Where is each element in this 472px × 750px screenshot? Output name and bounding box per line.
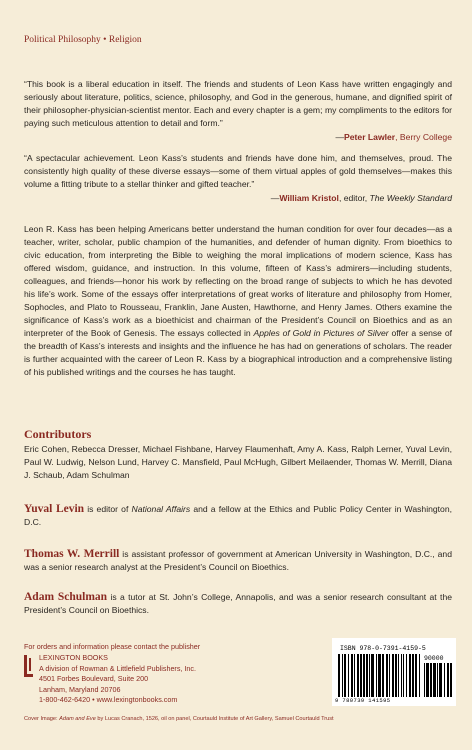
barcode-bar <box>376 654 377 697</box>
barcode-bar <box>398 654 399 697</box>
barcode-bar <box>433 663 436 697</box>
barcode-bar <box>386 654 388 697</box>
barcode-bar <box>357 654 359 697</box>
contributors-list: Eric Cohen, Rebecca Dresser, Michael Fishbane, Harvey Flaumenhaft, Amy A. Kass, Ralph Lerner, Yuval Levin, Paul W. Ludwig, Nelson Lund, Harvey C. Mansfield, Paul McHugh, Gilbert Meilaender, Thomas W. Merrill, Diana J. Schaub, Adam Schulman <box>24 444 452 480</box>
barcode-bar <box>412 654 414 697</box>
book-description <box>24 223 452 379</box>
barcode-bar <box>338 654 340 697</box>
barcode-bar <box>395 654 397 697</box>
attribution-dash: — <box>270 193 280 203</box>
book-title: Apples of Gold in Pictures of Silver <box>253 328 389 338</box>
description-text: offer a sense of the breadth of Kass’s interests and insights and the influence he has had on generations of scholars. The reader is further acquainted with the career of Leon R. Kass by a biographical introduction and a comprehensive listing of his published writings and the courses he has taught. <box>24 328 452 377</box>
publisher-name: LEXINGTON BOOKS <box>39 653 108 662</box>
quote-attribution <box>24 131 452 144</box>
bio-text: and a fellow at the Ethics and Public Policy Center in Washington, D.C. <box>24 504 452 527</box>
barcode-bar <box>426 663 429 697</box>
editor-bio <box>24 591 452 617</box>
barcode-bar <box>447 663 449 697</box>
bio-text: is assistant professor of government at American University in Washington, D.C., and was a senior research analyst at the President’s Council on Bioethics. <box>24 549 452 572</box>
endorsement-quote <box>24 78 452 144</box>
barcode-bar <box>360 654 362 697</box>
barcode-bar <box>392 654 394 697</box>
barcode-bar <box>430 663 432 697</box>
barcode-bar <box>437 663 438 697</box>
barcode-bar <box>419 654 420 697</box>
attribution-dash: — <box>335 132 345 142</box>
cover-image-credit <box>24 716 334 722</box>
barcode-bar <box>403 654 404 697</box>
barcode-bar <box>354 654 355 697</box>
barcode-bar <box>450 663 452 697</box>
publisher-logo-icon <box>24 655 33 677</box>
publisher-website: www.lexingtonbooks.com <box>96 695 178 704</box>
contact-separator: • <box>90 695 97 704</box>
barcode-bar <box>378 654 381 697</box>
barcode-bar <box>348 654 349 697</box>
artwork-title: Adam and Eve <box>59 716 96 722</box>
publisher-info <box>39 653 196 706</box>
barcode-bar <box>439 663 442 697</box>
endorsement-quote <box>24 152 452 205</box>
isbn-number: ISBN 978-0-7391-4159-5 <box>340 645 426 652</box>
barcode-bar <box>369 654 370 697</box>
contributors-heading: Contributors <box>24 427 92 441</box>
endorser-name: Peter Lawler <box>344 132 396 142</box>
price-code: 90000 <box>424 655 444 662</box>
quote-attribution <box>24 192 452 205</box>
barcode-bar <box>344 654 346 697</box>
editor-name: Thomas W. Merrill <box>24 548 120 560</box>
orders-note: For orders and information please contact the publisher <box>24 642 201 651</box>
endorser-publication: The Weekly Standard <box>369 193 452 203</box>
barcode-bar <box>366 654 368 697</box>
barcode-bar <box>444 663 445 697</box>
barcode-bar <box>409 654 411 697</box>
credit-text: by Lucas Cranach, 1526, oil on panel, Courtauld Institute of Art Gallery, Samuel Courtauld Trust <box>95 716 334 722</box>
barcode-bar <box>424 663 425 697</box>
endorser-affiliation: , editor, <box>338 193 370 203</box>
price-barcode <box>424 663 452 697</box>
bio-publication: National Affairs <box>131 504 191 514</box>
barcode-bar <box>382 654 384 697</box>
credit-label: Cover Image: <box>24 716 60 722</box>
editor-name: Yuval Levin <box>24 503 85 515</box>
publisher-address: 4501 Forbes Boulevard, Suite 200 <box>39 674 149 683</box>
editor-bio <box>24 503 452 529</box>
quote-text: “This book is a liberal education in itself. The friends and students of Leon Kass have written engagingly and seriously about literature, politics, science, philosophy, and God in the generous, humane, and dignified spirit of their philosopher-physician-scientist mentor. Each and every chapter is a gem; my compliments to the editors for paying such meticulous attention to detail and form.” <box>24 79 452 128</box>
editor-name: Adam Schulman <box>24 591 108 603</box>
description-text: Leon R. Kass has been helping Americans better understand the human condition for over four decades—as a teacher, writer, scholar, public champion of the humanities, and defender of human dignity. From bioethics to civic education, from interpreting the Bible to weighing the moral implications of modern science, Kass has offered wisdom, guidance, and instruction. In this volume, fifteen of Kass’s admirers—including students, colleagues, and friends—honor his work by reflecting on the broad range of subjects to which he has devoted his life’s work. Some of the essays offer interpretations of great works of literature and philosophy from Homer, Sophocles, and Plato to Rousseau, Franklin, Jane Austen, Hawthorne, and Henry James. Others examine the significance of Kass’s work as a bioethicist and chairman of the President’s Council on Bioethics and as an interpreter of the Book of Genesis. The essays collected in <box>24 224 452 338</box>
bio-text: is a tutor at St. John’s College, Annapolis, and was a senior research consultant at the President’s Council on Bioethics. <box>24 592 452 615</box>
barcode-bar <box>371 654 374 697</box>
quote-text: “A spectacular achievement. Leon Kass’s students and friends have done him, and themselves, proud. The consistently high quality of these diverse essays—some of them virtual apples of gold themselves—makes this volume a fitting tribute to a stellar thinker and gifted teacher.” <box>24 153 452 189</box>
isbn-barcode <box>338 654 420 697</box>
publisher-address: Lanham, Maryland 20706 <box>39 684 121 694</box>
barcode-bar <box>401 654 402 697</box>
bio-text: is editor of <box>84 504 132 514</box>
endorser-affiliation: , Berry College <box>395 132 452 142</box>
barcode-bar <box>363 654 365 697</box>
publisher-contact <box>39 695 196 706</box>
barcode-bar <box>406 654 407 697</box>
barcode-bar <box>389 654 390 697</box>
barcode-bar <box>415 654 417 697</box>
barcode-bar <box>351 654 353 697</box>
barcode-digits: 9 780739 141595 <box>335 697 391 704</box>
publisher-division: A division of Rowman & Littlefield Publishers, Inc. <box>39 663 197 673</box>
barcode-bar <box>342 654 343 697</box>
category-label: Political Philosophy • Religion <box>24 35 142 45</box>
editor-bio <box>24 548 452 574</box>
endorser-name: William Kristol <box>279 193 339 203</box>
publisher-phone: 1-800-462-6420 <box>39 695 91 704</box>
